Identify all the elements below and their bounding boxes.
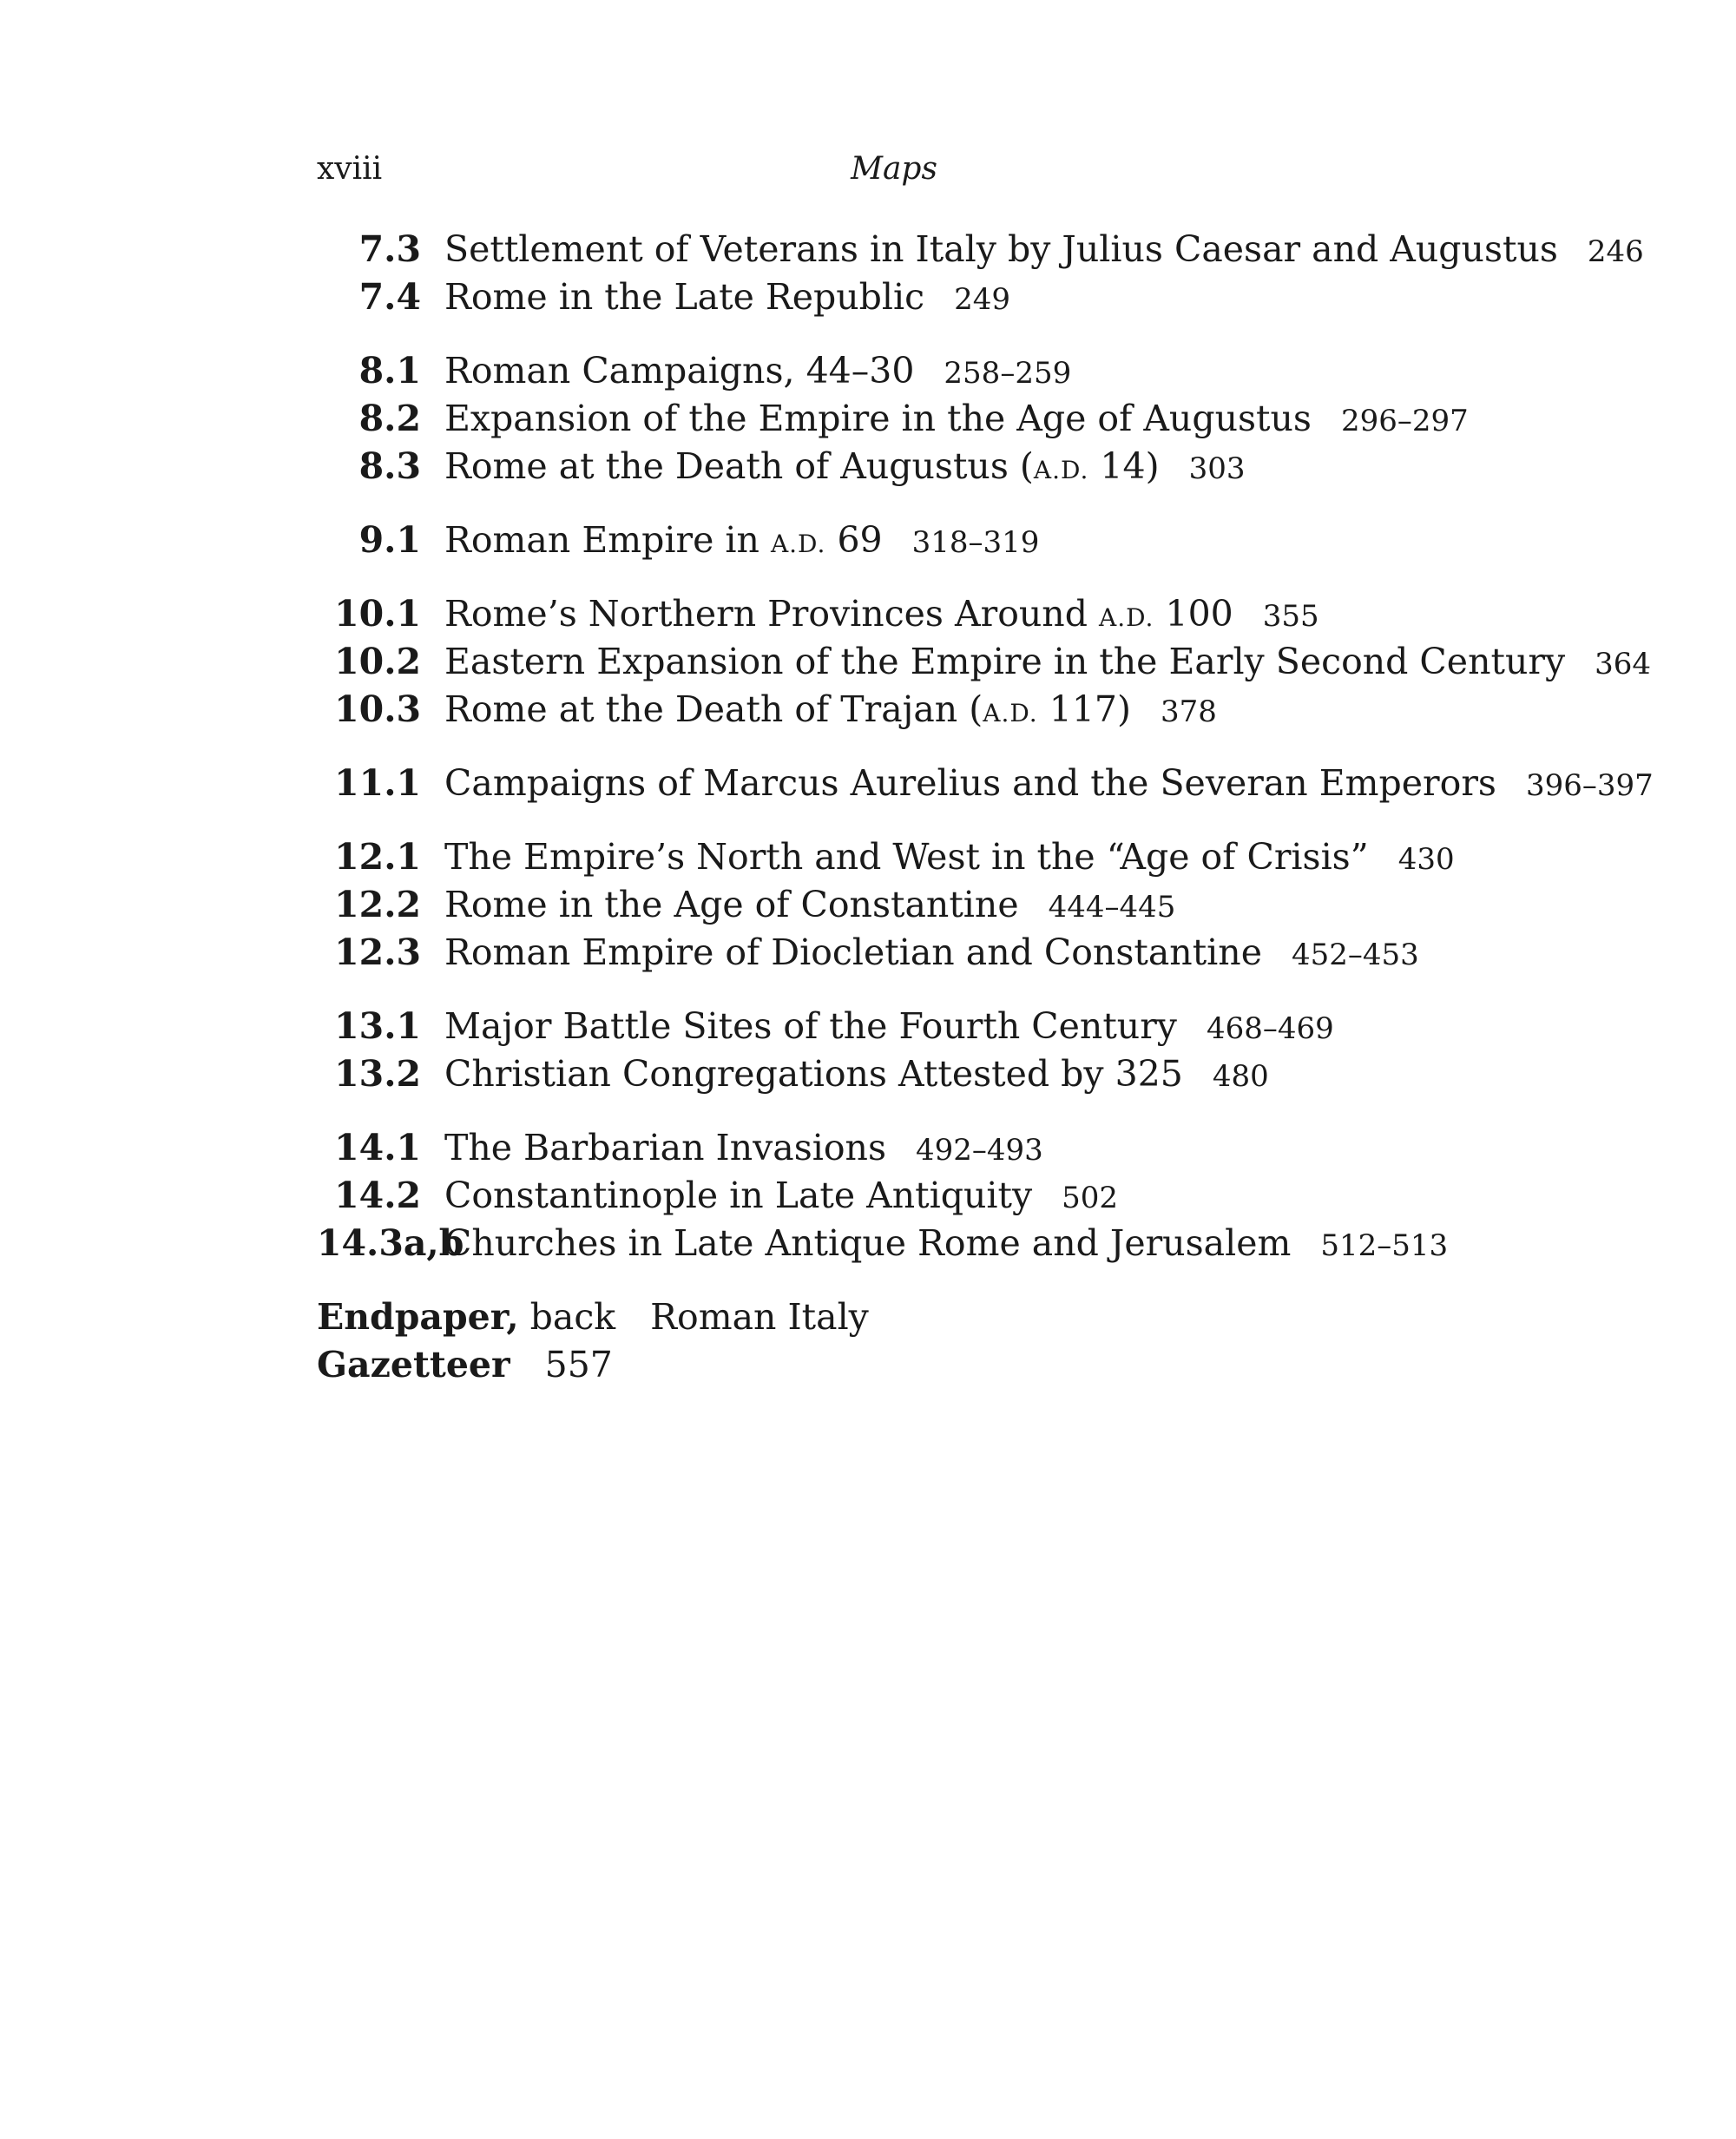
map-title-text: Expansion of the Empire in the Age of Augustus (444, 398, 1312, 439)
map-title (444, 1003, 1334, 1053)
map-title (444, 638, 1651, 688)
era-abbreviation: A.D. (1033, 456, 1089, 484)
map-title (444, 1220, 1448, 1270)
map-number: 8.3 (358, 445, 421, 487)
map-entry (317, 395, 1619, 443)
map-title (444, 347, 1071, 398)
map-entry (317, 1050, 1619, 1098)
map-number: 7.4 (358, 276, 421, 318)
map-entry (317, 347, 1619, 395)
running-head (317, 146, 1489, 193)
map-title-text: Settlement of Veterans in Italy by Julius Caesar and Augustus (444, 228, 1558, 270)
map-entry (317, 760, 1654, 807)
map-number: 11.1 (334, 762, 421, 804)
map-entry (317, 638, 1652, 686)
map-title-suffix: 100 (1154, 593, 1233, 635)
map-title-text: Roman Empire of Diocletian and Constantine (444, 931, 1262, 973)
page-reference: 258–259 (944, 356, 1072, 391)
map-title (444, 1172, 1118, 1222)
map-entry (317, 226, 1644, 273)
map-title-text: Major Battle Sites of the Fourth Century (444, 1005, 1177, 1047)
back-matter (317, 1293, 1619, 1389)
page-reference: 480 (1212, 1059, 1269, 1094)
map-title-text: The Barbarian Invasions (444, 1127, 886, 1168)
map-entry (317, 443, 1619, 490)
page-reference: 249 (954, 282, 1011, 317)
map-entry (317, 881, 1619, 929)
map-group (317, 590, 1652, 734)
map-number: 12.3 (334, 931, 421, 973)
map-entry (317, 1003, 1619, 1050)
map-title (444, 443, 1246, 494)
gazetteer-entry (317, 1341, 1619, 1389)
map-title (444, 226, 1644, 276)
page-reference: 444–445 (1048, 890, 1176, 925)
map-title-text: Roman Empire in (444, 519, 771, 561)
map-title-text: Rome at the Death of Augustus ( (444, 445, 1034, 487)
map-title (444, 590, 1319, 642)
map-title-text: Rome at the Death of Trajan ( (444, 688, 983, 730)
map-title (444, 686, 1217, 737)
page-reference: 364 (1595, 647, 1652, 681)
map-title-text: Rome in the Age of Constantine (444, 884, 1019, 925)
map-title-text: Rome’s Northern Provinces Around (444, 593, 1099, 635)
gazetteer-label: Gazetteer (317, 1344, 510, 1385)
page-number: xviii (317, 151, 383, 187)
map-entry (317, 833, 1619, 881)
page-reference: 396–397 (1525, 768, 1654, 803)
gazetteer-page: 557 (544, 1344, 613, 1385)
map-number: 12.1 (334, 836, 421, 878)
map-group (317, 226, 1644, 321)
map-title-text: Campaigns of Marcus Aurelius and the Severan Emperors (444, 762, 1496, 804)
map-group (317, 1124, 1619, 1267)
map-title (444, 833, 1455, 884)
map-title-suffix: 117) (1037, 688, 1132, 730)
map-title-text: Rome in the Late Republic (444, 276, 925, 318)
map-title (444, 760, 1654, 810)
map-title-text: Christian Congregations Attested by 325 (444, 1053, 1183, 1095)
running-title: Maps (851, 151, 937, 187)
map-number: 12.2 (334, 884, 421, 925)
map-title (444, 929, 1419, 979)
page-reference: 430 (1397, 842, 1455, 877)
map-title (444, 1050, 1269, 1101)
map-number: 14.2 (334, 1175, 421, 1216)
page-reference: 468–469 (1206, 1011, 1334, 1046)
era-abbreviation: A.D. (770, 530, 826, 558)
page-reference: 296–297 (1340, 404, 1469, 438)
map-group (317, 347, 1619, 490)
page-reference: 355 (1262, 599, 1319, 634)
era-abbreviation: A.D. (983, 699, 1038, 727)
map-number: 14.1 (334, 1127, 421, 1168)
map-number: 10.3 (334, 688, 421, 730)
map-group (317, 760, 1654, 807)
page-reference: 378 (1161, 694, 1217, 729)
map-title (444, 395, 1469, 445)
map-group (317, 1003, 1619, 1098)
map-group (317, 833, 1619, 977)
map-title-suffix: 14) (1088, 445, 1160, 487)
map-number: 13.2 (334, 1053, 421, 1095)
map-entry (317, 517, 1619, 564)
map-entry (317, 1220, 1619, 1267)
map-number: 14.3a,b (317, 1222, 464, 1264)
page-reference: 452–453 (1291, 938, 1419, 972)
map-entry (317, 686, 1619, 734)
endpaper-label: Endpaper, (317, 1296, 519, 1338)
map-number: 7.3 (358, 228, 421, 270)
map-number: 13.1 (334, 1005, 421, 1047)
map-title (444, 881, 1175, 931)
map-entry (317, 1124, 1619, 1172)
endpaper-sub: back (518, 1296, 616, 1338)
map-number: 9.1 (358, 519, 421, 561)
map-entry (317, 590, 1619, 638)
map-entry (317, 1172, 1619, 1220)
map-number: 8.1 (358, 350, 421, 392)
page-reference: 303 (1188, 451, 1246, 486)
endpaper-entry (317, 1293, 1619, 1341)
map-title-text: The Empire’s North and West in the “Age of Crisis” (444, 836, 1369, 878)
page-reference: 492–493 (916, 1133, 1043, 1168)
map-entry (317, 273, 1619, 321)
page-reference: 318–319 (911, 525, 1040, 560)
map-title (444, 273, 1010, 324)
endpaper-title: Roman Italy (650, 1296, 869, 1338)
map-title-suffix: 69 (825, 519, 883, 561)
page-reference: 246 (1587, 234, 1644, 269)
map-group (317, 517, 1619, 564)
maps-list (317, 226, 1654, 1415)
map-title (444, 517, 1039, 568)
map-title-text: Roman Campaigns, 44–30 (444, 350, 915, 392)
page-reference: 512–513 (1320, 1228, 1449, 1263)
map-number: 10.2 (334, 641, 421, 682)
map-number: 10.1 (334, 593, 421, 635)
map-entry (317, 929, 1619, 977)
map-title (444, 1124, 1043, 1175)
map-title-text: Constantinople in Late Antiquity (444, 1175, 1033, 1216)
era-abbreviation: A.D. (1098, 603, 1154, 632)
map-number: 8.2 (358, 398, 421, 439)
map-title-text: Churches in Late Antique Rome and Jerusalem (444, 1222, 1292, 1264)
map-title-text: Eastern Expansion of the Empire in the Early Second Century (444, 641, 1566, 682)
page-reference: 502 (1062, 1181, 1119, 1215)
